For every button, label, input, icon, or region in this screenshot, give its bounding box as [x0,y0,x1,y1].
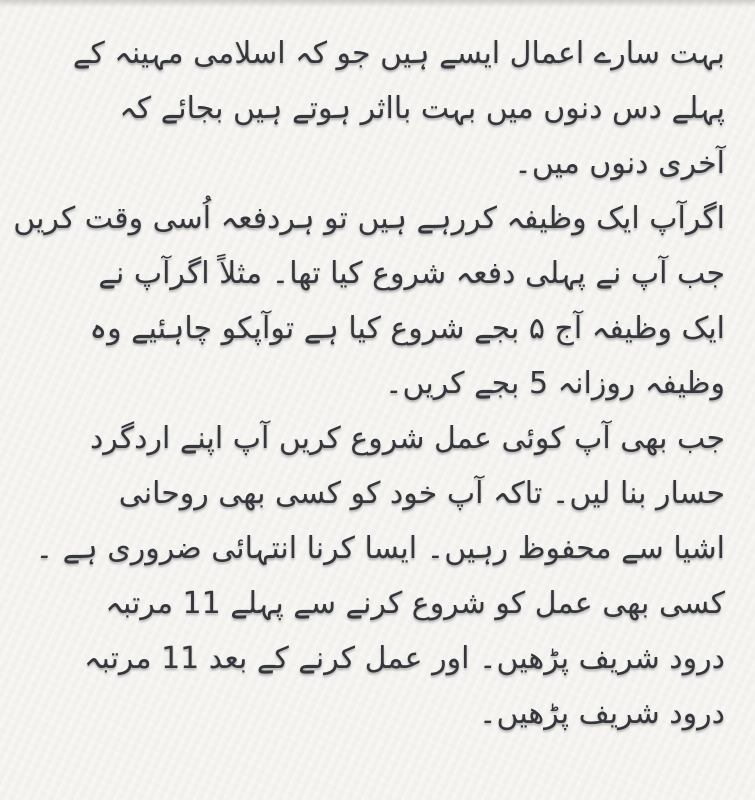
text-line: آخری دنوں میں۔ [514,146,725,181]
text-line: پہلے دس دنوں میں بہت بااثر ہوتے ہیں بجائے کہ [119,91,725,126]
text-line: درود شریف پڑھیں۔ اور عمل کرنے کے بعد 11 مرتبہ [83,641,725,676]
text-line: بہت سارے اعمال ایسے ہیں جو کہ اسلامی مہینہ کے [72,36,725,71]
text-line: جب بھی آپ کوئی عمل شروع کریں آپ اپنے اردگرد [89,421,725,456]
text-line: ایک وظیفہ آج ۵ بجے شروع کیا ہے توآپکو چاہئیے وہ [89,311,725,346]
text-line: درود شریف پڑھیں۔ [478,696,725,731]
text-line: اشیا سے محفوظ رہیں۔ ایسا کرنا انتہائی ضروری ہے ۔ [35,531,725,566]
text-line: اگرآپ ایک وظیفہ کررہے ہیں تو ہردفعہ اُسی وقت کریں [13,201,725,236]
text-line: حسار بنا لیں۔ تاکہ آپ خود کو کسی بھی روحانی [118,476,725,511]
text-line: وظیفہ روزانہ 5 بجے کریں۔ [384,366,725,401]
text-line: کسی بھی عمل کو شروع کرنے سے پہلے 11 مرتبہ [105,586,725,621]
urdu-text-block [13,26,725,741]
page-top-edge-shadow [0,0,755,8]
text-line: جب آپ نے پہلی دفعہ شروع کیا تھا۔ مثلاً اگرآپ نے [98,256,725,291]
